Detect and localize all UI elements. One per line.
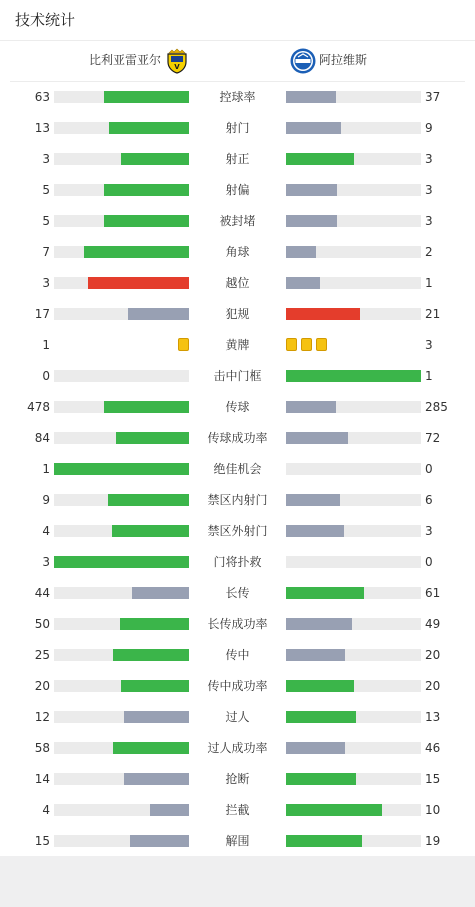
stat-label: 击中门框	[213, 369, 262, 383]
home-bar-fill	[104, 215, 189, 227]
home-stat-value: 63	[34, 90, 50, 104]
away-stat-value: 3	[425, 214, 433, 228]
home-bar-track	[54, 91, 189, 103]
page-title: 技术统计	[15, 11, 76, 29]
away-stat-value: 20	[425, 679, 441, 693]
away-stat-value: 37	[425, 90, 441, 104]
home-bar-track	[54, 494, 189, 506]
stat-row	[0, 180, 475, 200]
home-bar-track	[54, 556, 189, 568]
away-stat-value: 9	[425, 121, 433, 135]
away-bar-fill	[286, 308, 360, 320]
stat-label: 射偏	[225, 183, 250, 197]
stat-label: 长传	[225, 586, 250, 600]
home-bar-fill	[124, 773, 189, 785]
home-bar-track	[54, 618, 189, 630]
away-bar-fill	[286, 804, 382, 816]
home-stat-value: 478	[27, 400, 50, 414]
home-bar-track	[54, 680, 189, 692]
away-bar-fill	[286, 680, 354, 692]
away-stat-value: 46	[425, 741, 441, 755]
home-bar-fill	[130, 835, 189, 847]
away-stat-value: 20	[425, 648, 441, 662]
stat-label: 传球	[225, 400, 250, 414]
stat-row	[0, 211, 475, 231]
home-bar-fill	[54, 556, 189, 568]
away-stat-value: 3	[425, 524, 433, 538]
stat-label: 过人成功率	[207, 741, 268, 755]
home-stat-value: 13	[34, 121, 50, 135]
home-bar-track	[54, 804, 189, 816]
home-bar-track	[54, 184, 189, 196]
stat-row	[0, 304, 475, 324]
home-stat-value: 1	[42, 462, 50, 476]
stat-row	[0, 831, 475, 851]
away-bar-fill	[286, 246, 316, 258]
away-bar-track	[286, 91, 421, 103]
stat-row	[0, 149, 475, 169]
yellow-card-icon	[286, 338, 297, 351]
stat-label: 角球	[225, 245, 250, 259]
stat-row	[0, 335, 475, 355]
home-stat-value: 12	[34, 710, 50, 724]
away-stat-value: 1	[425, 369, 433, 383]
away-bar-fill	[286, 649, 345, 661]
home-team-name: 比利亚雷亚尔	[89, 53, 162, 67]
stat-label: 绝佳机会	[213, 462, 262, 476]
home-bar-fill	[54, 463, 189, 475]
stat-row	[0, 242, 475, 262]
home-stat-value: 5	[42, 214, 50, 228]
stat-row	[0, 707, 475, 727]
home-bar-track	[54, 835, 189, 847]
away-bar-track	[286, 649, 421, 661]
away-bar-track	[286, 463, 421, 475]
home-stat-value: 44	[34, 586, 50, 600]
away-bar-track	[286, 680, 421, 692]
away-stat-value: 3	[425, 338, 433, 352]
away-bar-track	[286, 742, 421, 754]
stat-row	[0, 769, 475, 789]
stat-label: 长传成功率	[207, 617, 268, 631]
away-bar-fill	[286, 618, 352, 630]
stat-row	[0, 273, 475, 293]
stat-row	[0, 397, 475, 417]
stat-label: 射正	[225, 152, 250, 166]
away-bar-fill	[286, 773, 356, 785]
away-bar-fill	[286, 215, 337, 227]
home-stat-value: 3	[42, 555, 50, 569]
home-bar-track	[54, 525, 189, 537]
stat-row	[0, 87, 475, 107]
home-bar-fill	[88, 277, 189, 289]
stat-row	[0, 645, 475, 665]
away-stat-value: 10	[425, 803, 441, 817]
home-bar-fill	[124, 711, 189, 723]
home-bar-track	[54, 649, 189, 661]
stat-label: 拦截	[225, 803, 250, 817]
home-stat-value: 20	[34, 679, 50, 693]
home-bar-fill	[112, 525, 189, 537]
home-bar-fill	[113, 649, 189, 661]
home-stat-value: 4	[42, 524, 50, 538]
away-bar-fill	[286, 711, 356, 723]
away-stat-value: 15	[425, 772, 441, 786]
stat-row	[0, 459, 475, 479]
away-bar-track	[286, 835, 421, 847]
home-bar-fill	[104, 184, 189, 196]
home-bar-track	[54, 308, 189, 320]
svg-text:V: V	[174, 63, 180, 71]
yellow-card-icon	[316, 338, 327, 351]
stat-label: 控球率	[219, 90, 256, 104]
stat-label: 门将扑救	[213, 555, 262, 569]
away-bar-fill	[286, 432, 348, 444]
home-bar-fill	[84, 246, 189, 258]
home-bar-fill	[121, 153, 189, 165]
away-stat-value: 2	[425, 245, 433, 259]
stat-label: 被封堵	[219, 214, 256, 228]
stat-row	[0, 521, 475, 541]
home-bar-fill	[121, 680, 189, 692]
home-bar-track	[54, 122, 189, 134]
home-bar-fill	[104, 91, 189, 103]
away-bar-fill	[286, 742, 345, 754]
away-bar-fill	[286, 184, 337, 196]
home-bar-track	[54, 153, 189, 165]
away-bar-fill	[286, 401, 336, 413]
away-bar-fill	[286, 835, 362, 847]
home-bar-track	[54, 711, 189, 723]
away-bar-track	[286, 618, 421, 630]
away-bar-fill	[286, 494, 340, 506]
away-stat-value: 49	[425, 617, 441, 631]
home-stat-value: 4	[42, 803, 50, 817]
away-bar-fill	[286, 122, 341, 134]
away-bar-track	[286, 153, 421, 165]
stat-row	[0, 583, 475, 603]
home-stat-value: 3	[42, 152, 50, 166]
away-bar-fill	[286, 587, 364, 599]
stat-label: 传球成功率	[207, 431, 268, 445]
away-bar-track	[286, 215, 421, 227]
home-bar-fill	[113, 742, 189, 754]
away-bar-track	[286, 525, 421, 537]
away-bar-track	[286, 308, 421, 320]
home-bar-track	[54, 370, 189, 382]
home-bar-fill	[132, 587, 189, 599]
home-bar-fill	[128, 308, 189, 320]
stat-label: 抢断	[225, 772, 250, 786]
villarreal-crest-icon	[166, 48, 188, 74]
home-stat-value: 7	[42, 245, 50, 259]
away-stat-value: 3	[425, 183, 433, 197]
home-bar-fill	[120, 618, 189, 630]
home-bar-track	[54, 246, 189, 258]
stat-label: 过人	[225, 710, 250, 724]
stat-label: 犯规	[225, 307, 250, 321]
away-bar-track	[286, 556, 421, 568]
away-bar-track	[286, 494, 421, 506]
stat-row	[0, 738, 475, 758]
home-bar-track	[54, 277, 189, 289]
stat-row	[0, 676, 475, 696]
home-stat-value: 1	[42, 338, 50, 352]
home-bar-track	[54, 432, 189, 444]
away-stat-value: 3	[425, 152, 433, 166]
home-bar-track	[54, 773, 189, 785]
away-stat-value: 13	[425, 710, 441, 724]
away-stat-value: 72	[425, 431, 441, 445]
home-stat-value: 14	[34, 772, 50, 786]
away-stat-value: 0	[425, 462, 433, 476]
away-bar-track	[286, 587, 421, 599]
stat-label: 黄牌	[225, 338, 250, 352]
home-bar-track	[54, 587, 189, 599]
away-bar-track	[286, 432, 421, 444]
home-stat-value: 84	[34, 431, 50, 445]
home-stat-value: 3	[42, 276, 50, 290]
away-bar-track	[286, 711, 421, 723]
home-bar-track	[54, 742, 189, 754]
divider	[10, 81, 465, 82]
home-stat-value: 25	[34, 648, 50, 662]
home-bar-fill	[150, 804, 189, 816]
away-bar-track	[286, 370, 421, 382]
away-bar-track	[286, 246, 421, 258]
away-bar-track	[286, 773, 421, 785]
yellow-card-icon	[178, 338, 189, 351]
divider	[0, 40, 475, 41]
home-bar-fill	[109, 122, 189, 134]
yellow-card-icon	[301, 338, 312, 351]
away-stat-value: 21	[425, 307, 441, 321]
away-stat-value: 1	[425, 276, 433, 290]
home-bar-track	[54, 463, 189, 475]
home-stat-value: 17	[34, 307, 50, 321]
away-bar-fill	[286, 91, 336, 103]
stat-row	[0, 366, 475, 386]
home-stat-value: 58	[34, 741, 50, 755]
home-bar-fill	[104, 401, 189, 413]
home-stat-value: 5	[42, 183, 50, 197]
away-bar-track	[286, 122, 421, 134]
away-bar-track	[286, 277, 421, 289]
away-bar-fill	[286, 525, 344, 537]
away-stat-value: 61	[425, 586, 441, 600]
stat-row	[0, 552, 475, 572]
stat-row	[0, 614, 475, 634]
away-bar-track	[286, 184, 421, 196]
away-stat-value: 6	[425, 493, 433, 507]
home-bar-track	[54, 215, 189, 227]
away-stat-value: 19	[425, 834, 441, 848]
home-stat-value: 9	[42, 493, 50, 507]
alaves-crest-icon	[290, 48, 316, 74]
stat-label: 解围	[225, 834, 250, 848]
stat-label: 传中成功率	[207, 679, 268, 693]
home-bar-fill	[116, 432, 189, 444]
away-yellow-cards	[286, 338, 331, 352]
away-bar-fill	[286, 277, 320, 289]
away-bar-fill	[286, 370, 421, 382]
stat-row	[0, 490, 475, 510]
away-stat-value: 285	[425, 400, 448, 414]
away-bar-track	[286, 401, 421, 413]
home-bar-track	[54, 401, 189, 413]
away-team-name: 阿拉维斯	[319, 53, 368, 67]
stat-label: 射门	[225, 121, 250, 135]
stat-row	[0, 118, 475, 138]
stat-label: 禁区内射门	[207, 493, 268, 507]
stat-label: 传中	[225, 648, 250, 662]
home-stat-value: 50	[34, 617, 50, 631]
home-yellow-cards	[174, 338, 189, 352]
stat-label: 禁区外射门	[207, 524, 268, 538]
away-stat-value: 0	[425, 555, 433, 569]
home-bar-fill	[108, 494, 189, 506]
home-stat-value: 0	[42, 369, 50, 383]
stat-row	[0, 800, 475, 820]
away-bar-track	[286, 804, 421, 816]
stat-label: 越位	[225, 276, 250, 290]
stat-row	[0, 428, 475, 448]
away-bar-fill	[286, 153, 354, 165]
home-stat-value: 15	[34, 834, 50, 848]
